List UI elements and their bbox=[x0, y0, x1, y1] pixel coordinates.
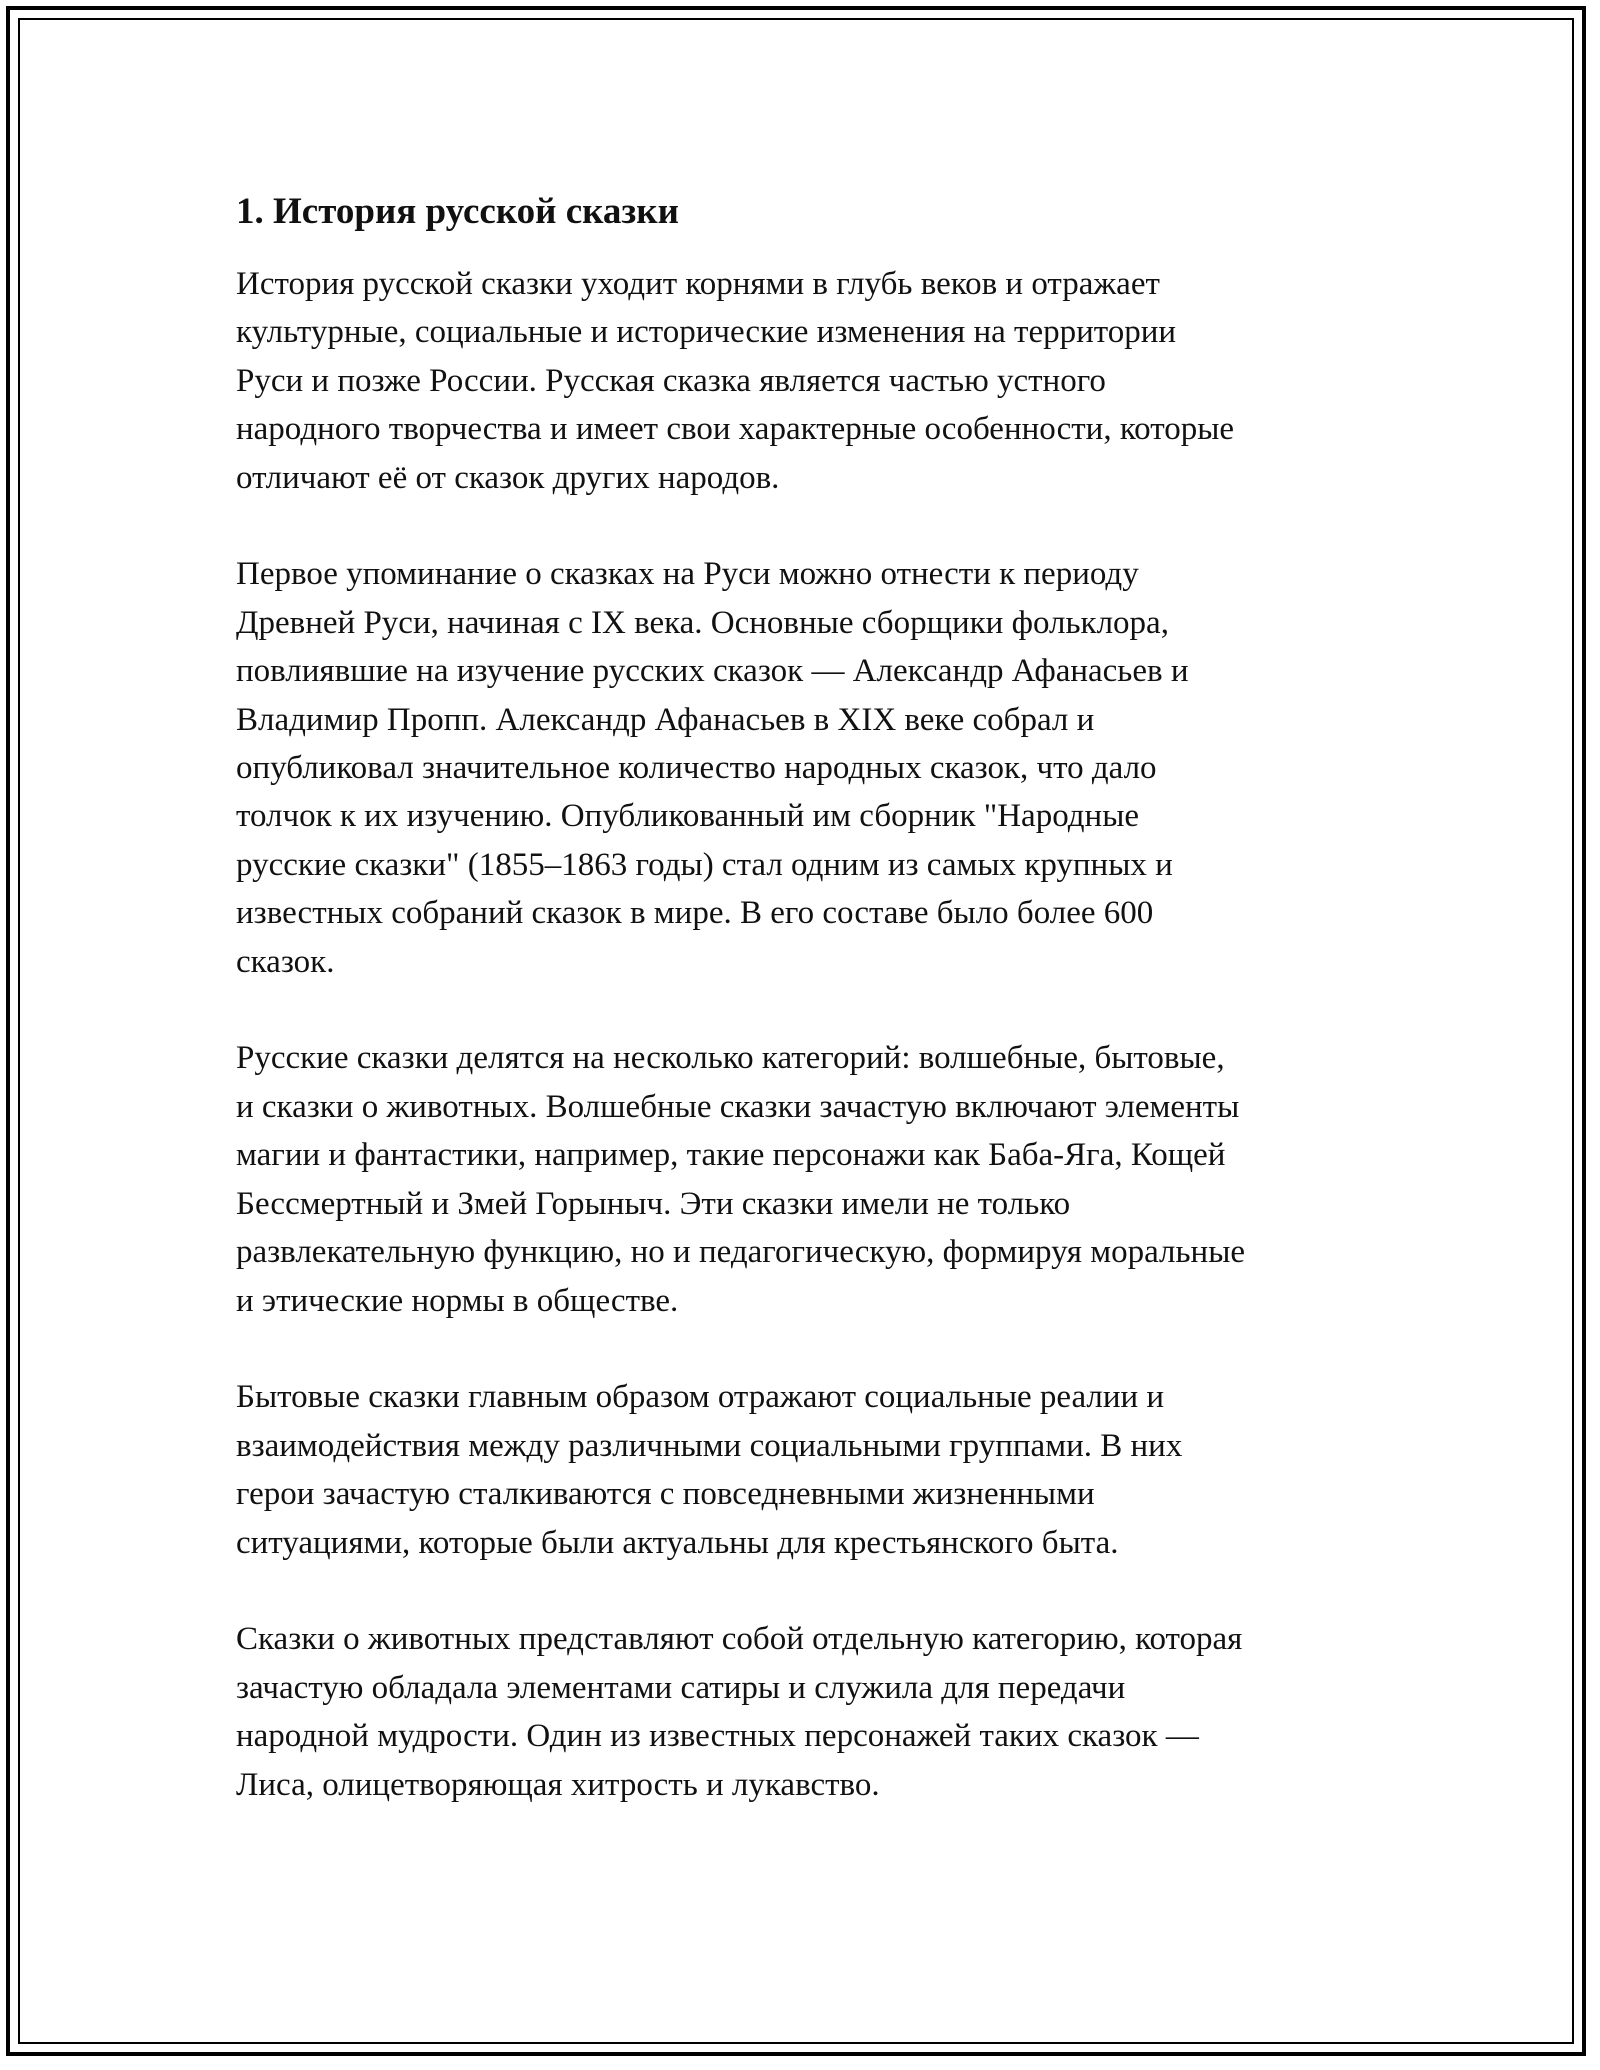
paragraph bbox=[236, 1034, 1376, 1324]
paragraph-line: Первое упоминание о сказках на Руси можно отнести к периоду bbox=[236, 556, 1139, 593]
paragraph-line: Владимир Пропп. Александр Афанасьев в XIX веке собрал и bbox=[236, 701, 1095, 738]
paragraph-line: зачастую обладала элементами сатиры и служила для передачи bbox=[236, 1669, 1126, 1706]
paragraph-list bbox=[236, 260, 1376, 1809]
paragraph-line: взаимодействия между различными социальными группами. В них bbox=[236, 1427, 1183, 1464]
paragraph bbox=[236, 1373, 1376, 1567]
paragraph-line: Бессмертный и Змей Горыныч. Эти сказки имели не только bbox=[236, 1185, 1071, 1222]
paragraph bbox=[236, 550, 1376, 986]
paragraph-line: повлиявшие на изучение русских сказок — Александр Афанасьев и bbox=[236, 653, 1189, 690]
document-body bbox=[236, 188, 1376, 1857]
paragraph-line: магии и фантастики, например, такие персонажи как Баба-Яга, Кощей bbox=[236, 1137, 1226, 1174]
paragraph-line: отличают её от сказок других народов. bbox=[236, 459, 780, 496]
paragraph-line: Бытовые сказки главным образом отражают социальные реалии и bbox=[236, 1379, 1165, 1416]
paragraph-line: герои зачастую сталкиваются с повседневными жизненными bbox=[236, 1476, 1095, 1513]
paragraph-line: сказок. bbox=[236, 943, 335, 980]
paragraph-line: известных собраний сказок в мире. В его составе было более 600 bbox=[236, 895, 1154, 932]
paragraph-line: народного творчества и имеет свои характерные особенности, которые bbox=[236, 411, 1235, 448]
paragraph-line: Сказки о животных представляют собой отдельную категорию, которая bbox=[236, 1621, 1243, 1658]
paragraph-line: ситуациями, которые были актуальны для крестьянского быта. bbox=[236, 1524, 1119, 1561]
paragraph-line: культурные, социальные и исторические изменения на территории bbox=[236, 314, 1177, 351]
paragraph-line: Древней Руси, начиная с IX века. Основные сборщики фольклора, bbox=[236, 604, 1169, 641]
paragraph-line: и сказки о животных. Волшебные сказки зачастую включают элементы bbox=[236, 1088, 1240, 1125]
section-heading: 1. История русской сказки bbox=[236, 191, 679, 232]
paragraph-line: русские сказки" (1855–1863 годы) стал одним из самых крупных и bbox=[236, 846, 1173, 883]
paragraph-line: Лиса, олицетворяющая хитрость и лукавство. bbox=[236, 1766, 880, 1803]
paragraph-line: История русской сказки уходит корнями в глубь веков и отражает bbox=[236, 266, 1160, 302]
paragraph bbox=[236, 260, 1376, 502]
paragraph-line: Русские сказки делятся на несколько категорий: волшебные, бытовые, bbox=[236, 1040, 1225, 1077]
paragraph-line: толчок к их изучению. Опубликованный им сборник "Народные bbox=[236, 798, 1140, 835]
paragraph-line: народной мудрости. Один из известных персонажей таких сказок — bbox=[236, 1718, 1199, 1755]
paragraph-line: и этические нормы в обществе. bbox=[236, 1282, 679, 1319]
paragraph-line: опубликовал значительное количество народных сказок, что дало bbox=[236, 750, 1157, 787]
paragraph-line: развлекательную функцию, но и педагогическую, формируя моральные bbox=[236, 1234, 1246, 1271]
paragraph-line: Руси и позже России. Русская сказка является частью устного bbox=[236, 362, 1106, 399]
paragraph bbox=[236, 1615, 1376, 1809]
